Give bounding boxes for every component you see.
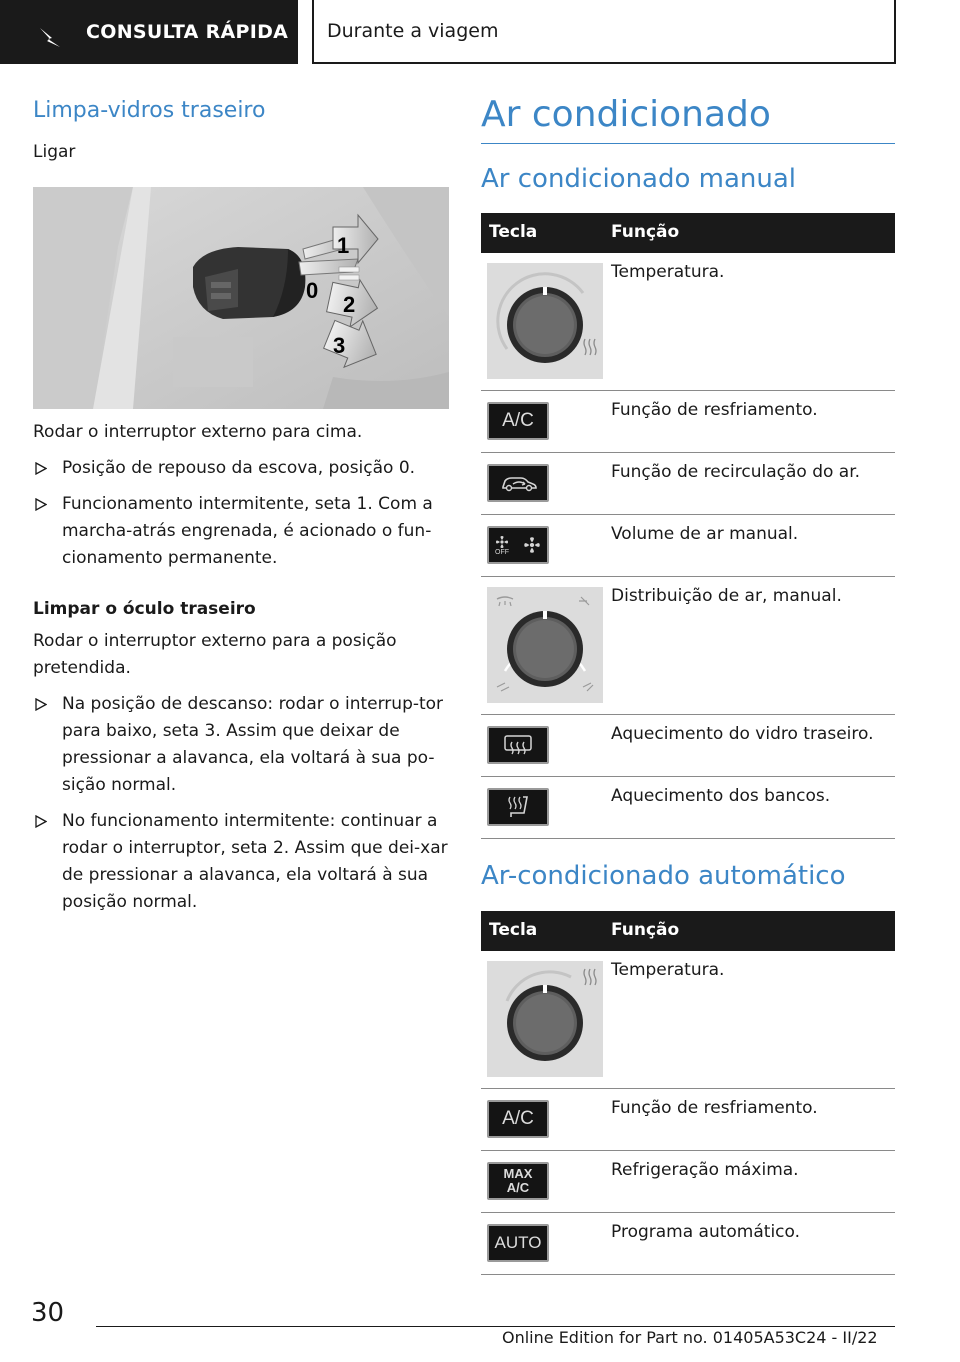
- title-rule: [481, 143, 895, 144]
- wiper-label-1: 1: [337, 233, 350, 258]
- temperature-knob-image: [487, 961, 603, 1077]
- column-header-key: Tecla: [489, 222, 538, 242]
- triangle-bullet-icon: [35, 815, 47, 828]
- footer-rule: [96, 1326, 895, 1327]
- function-text: Distribuição de ar, manual.: [611, 586, 842, 606]
- table-row: [481, 515, 895, 577]
- page-number: 30: [31, 1298, 65, 1328]
- ac-button[interactable]: A/C: [487, 402, 549, 440]
- fan-volume-button[interactable]: [487, 526, 549, 564]
- wiper-label-0: 0: [306, 278, 319, 303]
- function-text: Função de resfriamento.: [611, 1098, 818, 1118]
- wiper-label-3: 3: [333, 333, 346, 358]
- table-row: [481, 453, 895, 515]
- ac-button[interactable]: A/C: [487, 1100, 549, 1138]
- seat-heat-icon: [505, 795, 531, 819]
- recirculation-icon: [495, 472, 541, 494]
- max-ac-button[interactable]: MAX A/C: [487, 1162, 549, 1200]
- section-tab[interactable]: [0, 0, 298, 64]
- edition-note: Online Edition for Part no. 01405A53C24 - II/22: [502, 1328, 878, 1347]
- recirculation-button[interactable]: [487, 464, 549, 502]
- table-row: [481, 715, 895, 777]
- section-heading-manual-ac: Ar condicionado manual: [481, 164, 797, 194]
- rear-window-heat-icon: [503, 734, 533, 756]
- triangle-bullet-icon: [35, 498, 47, 511]
- table-row: [481, 391, 895, 453]
- column-header-key: Tecla: [489, 920, 538, 940]
- list-item: No funcionamento intermitente: continuar a rodar o interruptor, seta 2. Assim que dei-xar de pressionar a alavanca, ela voltará à sua posição normal.: [33, 808, 449, 916]
- paragraph-turn-position: Rodar o interruptor externo para a posição pretendida.: [33, 631, 397, 678]
- temperature-knob-icon: [487, 961, 603, 1077]
- table-row: [481, 777, 895, 839]
- bullet-list-clean: [33, 691, 449, 916]
- function-text: Temperatura.: [611, 262, 725, 282]
- table-row: [481, 253, 895, 391]
- bullet-list-on: [33, 455, 449, 572]
- list-item: Funcionamento intermitente, seta 1. Com a marcha-atrás engrenada, é acionado o fun-cionamento permanente.: [33, 491, 449, 572]
- rear-window-heat-button[interactable]: [487, 726, 549, 764]
- table-row: [481, 1151, 895, 1213]
- list-item: Na posição de descanso: rodar o interrup-tor para baixo, seta 3. Assim que deixar de pressionar a alavanca, ela voltará à sua po-sição normal.: [33, 691, 449, 799]
- air-distribution-knob-icon: [487, 587, 603, 703]
- section-tab-label: CONSULTA RÁPIDA: [86, 21, 289, 43]
- function-text: Aquecimento do vidro traseiro.: [611, 724, 874, 744]
- paragraph-turn-up: Rodar o interruptor externo para cima.: [33, 422, 363, 442]
- table-row: [481, 577, 895, 715]
- table-row: [481, 1089, 895, 1151]
- table-row: [481, 951, 895, 1089]
- temperature-knob-image: [487, 263, 603, 379]
- triangle-bullet-icon: [35, 462, 47, 475]
- subheading-on: Ligar: [33, 142, 76, 162]
- function-text: Função de resfriamento.: [611, 400, 818, 420]
- temperature-knob-icon: [487, 263, 603, 379]
- page-title: Ar condicionado: [481, 94, 771, 135]
- function-text: Temperatura.: [611, 960, 725, 980]
- manual-table-header: [481, 213, 895, 253]
- function-text: Volume de ar manual.: [611, 524, 799, 544]
- wiper-stalk-illustration: [33, 187, 449, 409]
- auto-button[interactable]: AUTO: [487, 1224, 549, 1262]
- column-header-function: Função: [611, 222, 680, 242]
- subheading-clean-rear-window: Limpar o óculo traseiro: [33, 599, 256, 619]
- fan-large-icon: [523, 536, 541, 554]
- fan-small-icon: [495, 535, 509, 549]
- air-distribution-knob-image: [487, 587, 603, 703]
- column-header-function: Função: [611, 920, 680, 940]
- function-text: Refrigeração máxima.: [611, 1160, 799, 1180]
- left-column: [33, 98, 449, 916]
- section-heading-auto-ac: Ar-condicionado automático: [481, 861, 846, 891]
- function-text: Programa automático.: [611, 1222, 801, 1242]
- wiper-stalk-photo: [33, 187, 449, 409]
- right-column: [481, 94, 895, 1275]
- table-row: [481, 1213, 895, 1275]
- function-text: Função de recirculação do ar.: [611, 462, 861, 482]
- quick-reference-star-icon: [38, 26, 62, 48]
- breadcrumb-label: Durante a viagem: [327, 20, 499, 42]
- wiper-label-2: 2: [343, 292, 356, 317]
- triangle-bullet-icon: [35, 698, 47, 711]
- fan-off-label: OFF: [495, 548, 509, 556]
- section-heading-rear-wiper: Limpa-vidros traseiro: [33, 98, 266, 123]
- breadcrumb: [312, 0, 896, 64]
- list-item: Posição de repouso da escova, posição 0.: [33, 455, 449, 482]
- seat-heat-button[interactable]: [487, 788, 549, 826]
- auto-table-header: [481, 911, 895, 951]
- function-text: Aquecimento dos bancos.: [611, 786, 831, 806]
